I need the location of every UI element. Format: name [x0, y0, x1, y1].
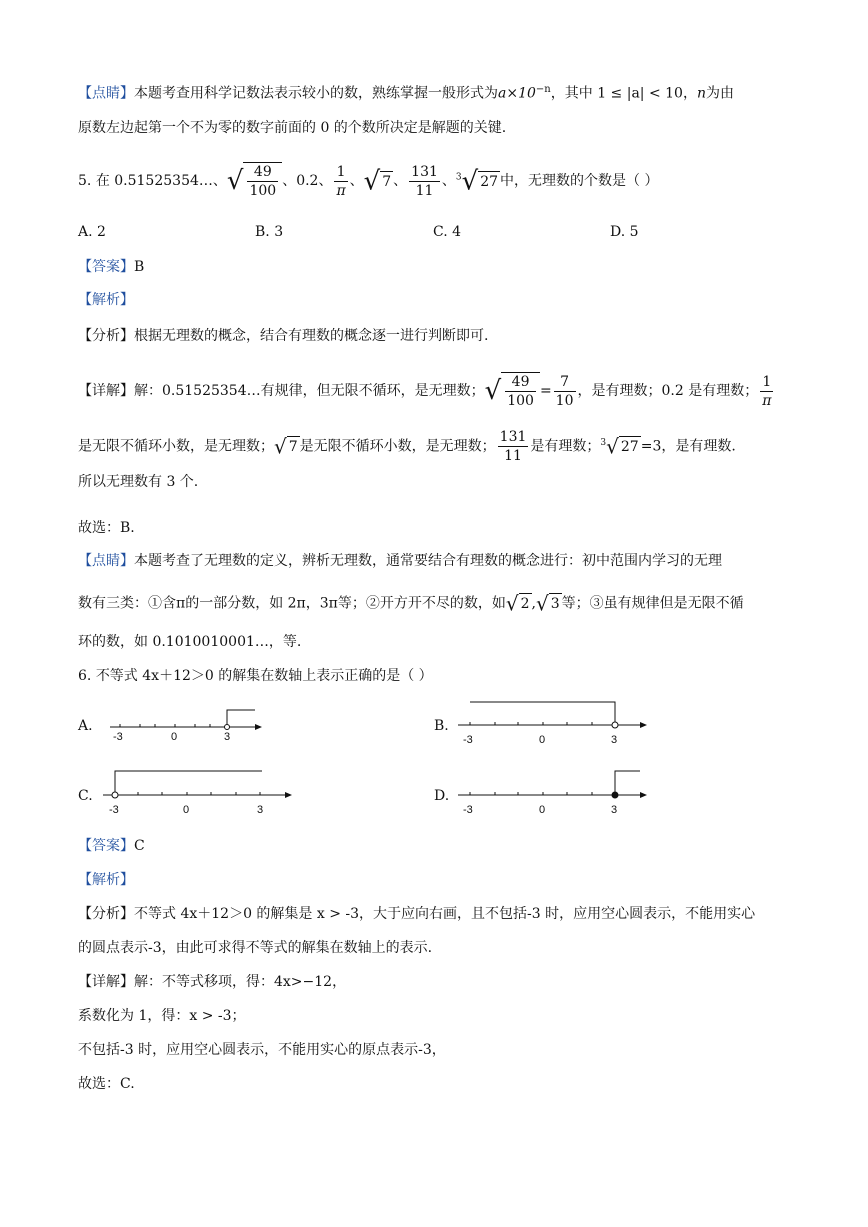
den: 11: [415, 182, 434, 199]
exponent: −n: [535, 84, 551, 95]
text: ，: [682, 85, 697, 102]
tag-analysis: 【解析】: [78, 872, 134, 888]
q5-detail-line3: 所以无理数有 3 个.: [78, 474, 199, 490]
tag-detail: 【详解】: [78, 383, 134, 399]
tick-label: 3: [611, 804, 618, 816]
q6-label-a: A.: [78, 718, 93, 734]
cbrt: √ 27: [606, 434, 639, 459]
q6-detail-line3: 不包括-3 时，应用空心圆表示，不能用实心的原点表示-3，: [78, 1042, 446, 1058]
q5-stem: [78, 162, 659, 200]
den: π: [336, 182, 346, 199]
text: 是无限不循环小数，是无理数；: [78, 438, 274, 455]
numberline-a: [105, 705, 265, 745]
num: 1: [334, 163, 347, 182]
q6-label-c: C.: [78, 788, 93, 804]
q6-fenxi-line2: 的圆点表示-3，由此可求得不等式的解集在数轴上的表示.: [78, 940, 433, 956]
num: 49: [247, 163, 278, 182]
radicand: 7: [380, 171, 393, 192]
den: 100: [507, 393, 534, 409]
text: 是无限不循环小数，是无理数；: [299, 438, 496, 455]
radicand: 2: [519, 593, 532, 614]
text: 、: [349, 173, 364, 189]
answer: B: [134, 259, 145, 275]
q5-dianjing-line3: 环的数，如 0.1010010001…，等.: [78, 634, 302, 650]
q5-option-b: B. 3: [255, 224, 284, 240]
q6-detail-line2: 系数化为 1，得：x > -3；: [78, 1008, 246, 1024]
text: =3，是有理数.: [640, 438, 736, 455]
text: 、: [441, 173, 456, 189]
fraction: [554, 373, 576, 410]
text: 数有三类：①含π的一部分数，如 2π，3π等；②开方开不尽的数，如: [78, 595, 506, 612]
q5-dianjing-line1: [78, 551, 722, 571]
q6-label-b: B.: [434, 718, 449, 734]
radicand: 7: [287, 436, 300, 457]
fraction: [498, 428, 529, 465]
q5-analysis: [78, 290, 134, 310]
tag-answer: 【答案】: [78, 838, 134, 854]
q5-fenxi: [78, 326, 488, 346]
text: 本题考查用科学记数法表示较小的数，熟练掌握一般形式为: [134, 85, 498, 102]
num: 131: [499, 429, 527, 445]
den: 10: [555, 392, 574, 409]
text: 不等式 4x＋12＞0 的解集是 x > -3，大于应向右画，且不包括-3 时，应用空心圆表示，不能用实心: [134, 906, 756, 922]
q6-answer: [78, 836, 145, 856]
q5-choose: 故选：B.: [78, 520, 135, 536]
q5-option-d: D. 5: [610, 224, 639, 240]
q-number: 5.: [78, 173, 92, 189]
tag-dianjing: 【点睛】: [78, 553, 134, 569]
tag-fenxi: 【分析】: [78, 906, 134, 922]
q6-detail-line1: [78, 972, 346, 992]
cbrt: √ 27: [461, 166, 499, 196]
tag-detail: 【详解】: [78, 974, 134, 990]
tick-label: -3: [113, 731, 123, 743]
q6-label-d: D.: [434, 788, 450, 804]
numberline-d: [455, 766, 650, 818]
text: 等；③虽有规律但是无限不循: [561, 595, 744, 612]
sqrt: √ 7: [363, 166, 392, 196]
answer: C: [134, 838, 145, 854]
q6-fenxi-line1: [78, 904, 755, 924]
radicand: 27: [478, 171, 500, 192]
numberline-c: [100, 766, 295, 818]
tick-label: -3: [463, 804, 473, 816]
radicand: 27: [619, 436, 641, 457]
tick-label: -3: [463, 734, 473, 746]
sqrt: √ $\frac{49}{100}$: [485, 372, 540, 410]
num: 131: [411, 163, 438, 180]
tick-label: 0: [539, 804, 546, 816]
q6-choose: 故选：C.: [78, 1076, 135, 1092]
equals: =: [539, 383, 552, 399]
tick-label: -3: [109, 804, 119, 816]
q5-option-a: A. 2: [78, 224, 106, 240]
tag-analysis: 【解析】: [78, 292, 134, 308]
fraction: [334, 163, 347, 200]
q5-dianjing-line2: 数有三类：①含π的一部分数，如 2π，3π等；②开方开不尽的数，如√ 2 ,√ 3 等；③虽有规律但是无限不循: [78, 591, 744, 616]
tick-label: 0: [183, 804, 190, 816]
index: 3: [600, 437, 607, 448]
text: 本题考查了无理数的定义，辨析无理数，通常要结合有理数的概念进行：初中范围内学习的无理: [134, 553, 722, 569]
text: 、0.2、: [282, 173, 333, 189]
fraction: [760, 373, 773, 410]
numberline-b: [455, 697, 650, 747]
var-n: n: [696, 85, 706, 102]
num: 49: [505, 373, 536, 392]
text: 解：不等式移项，得：4x>−12，: [134, 974, 347, 990]
num: 1: [760, 373, 773, 392]
q-number: 6.: [78, 668, 92, 684]
fraction: [409, 163, 440, 200]
formula: a×10: [498, 85, 536, 102]
text: 不等式 4x＋12＞0 的解集在数轴上表示正确的是（ ）: [95, 668, 433, 684]
p-top-line1: [78, 80, 734, 104]
q6-analysis: [78, 870, 134, 890]
text: 中，无理数的个数是（ ）: [500, 173, 659, 189]
num: 7: [554, 373, 576, 392]
tick-label: 0: [539, 734, 546, 746]
text: ，是有理数；0.2 是有理数；: [577, 383, 759, 399]
tag-answer: 【答案】: [78, 259, 134, 275]
text: 解：0.51525354…有规律，但无限不循环，是无理数；: [134, 383, 485, 399]
tick-label: 3: [224, 731, 231, 743]
q5-option-c: C. 4: [433, 224, 462, 240]
tick-label: 3: [257, 804, 264, 816]
text: 根据无理数的概念，结合有理数的概念逐一进行判断即可.: [134, 328, 489, 344]
den: π: [762, 392, 772, 409]
text: 、: [393, 173, 408, 189]
text: 是有理数；: [530, 438, 601, 455]
index: 3: [455, 172, 462, 183]
den: 100: [249, 183, 277, 199]
text: 在 0.51525354…、: [95, 173, 227, 189]
tick-label: 3: [611, 734, 618, 746]
q5-detail-line1: [78, 372, 775, 410]
tag-fenxi: 【分析】: [78, 328, 134, 344]
q5-answer: [78, 257, 144, 277]
sqrt: √ $\frac{49}{100}$: [227, 162, 282, 200]
text: 为由: [705, 85, 734, 102]
text: ，其中: [550, 85, 593, 102]
den: 11: [504, 448, 522, 464]
tick-label: 0: [171, 731, 178, 743]
range: 1 ≤ |a| < 10: [597, 85, 683, 102]
sqrt: √ 7: [274, 434, 298, 459]
q5-detail-line2: [78, 428, 736, 465]
radicand: 3: [549, 593, 562, 614]
q6-stem: [78, 666, 433, 686]
p-top-line2: 原数左边起第一个不为零的数字前面的 0 的个数所决定是解题的关键.: [78, 120, 507, 136]
tag-dianjing: 【点睛】: [78, 85, 134, 102]
